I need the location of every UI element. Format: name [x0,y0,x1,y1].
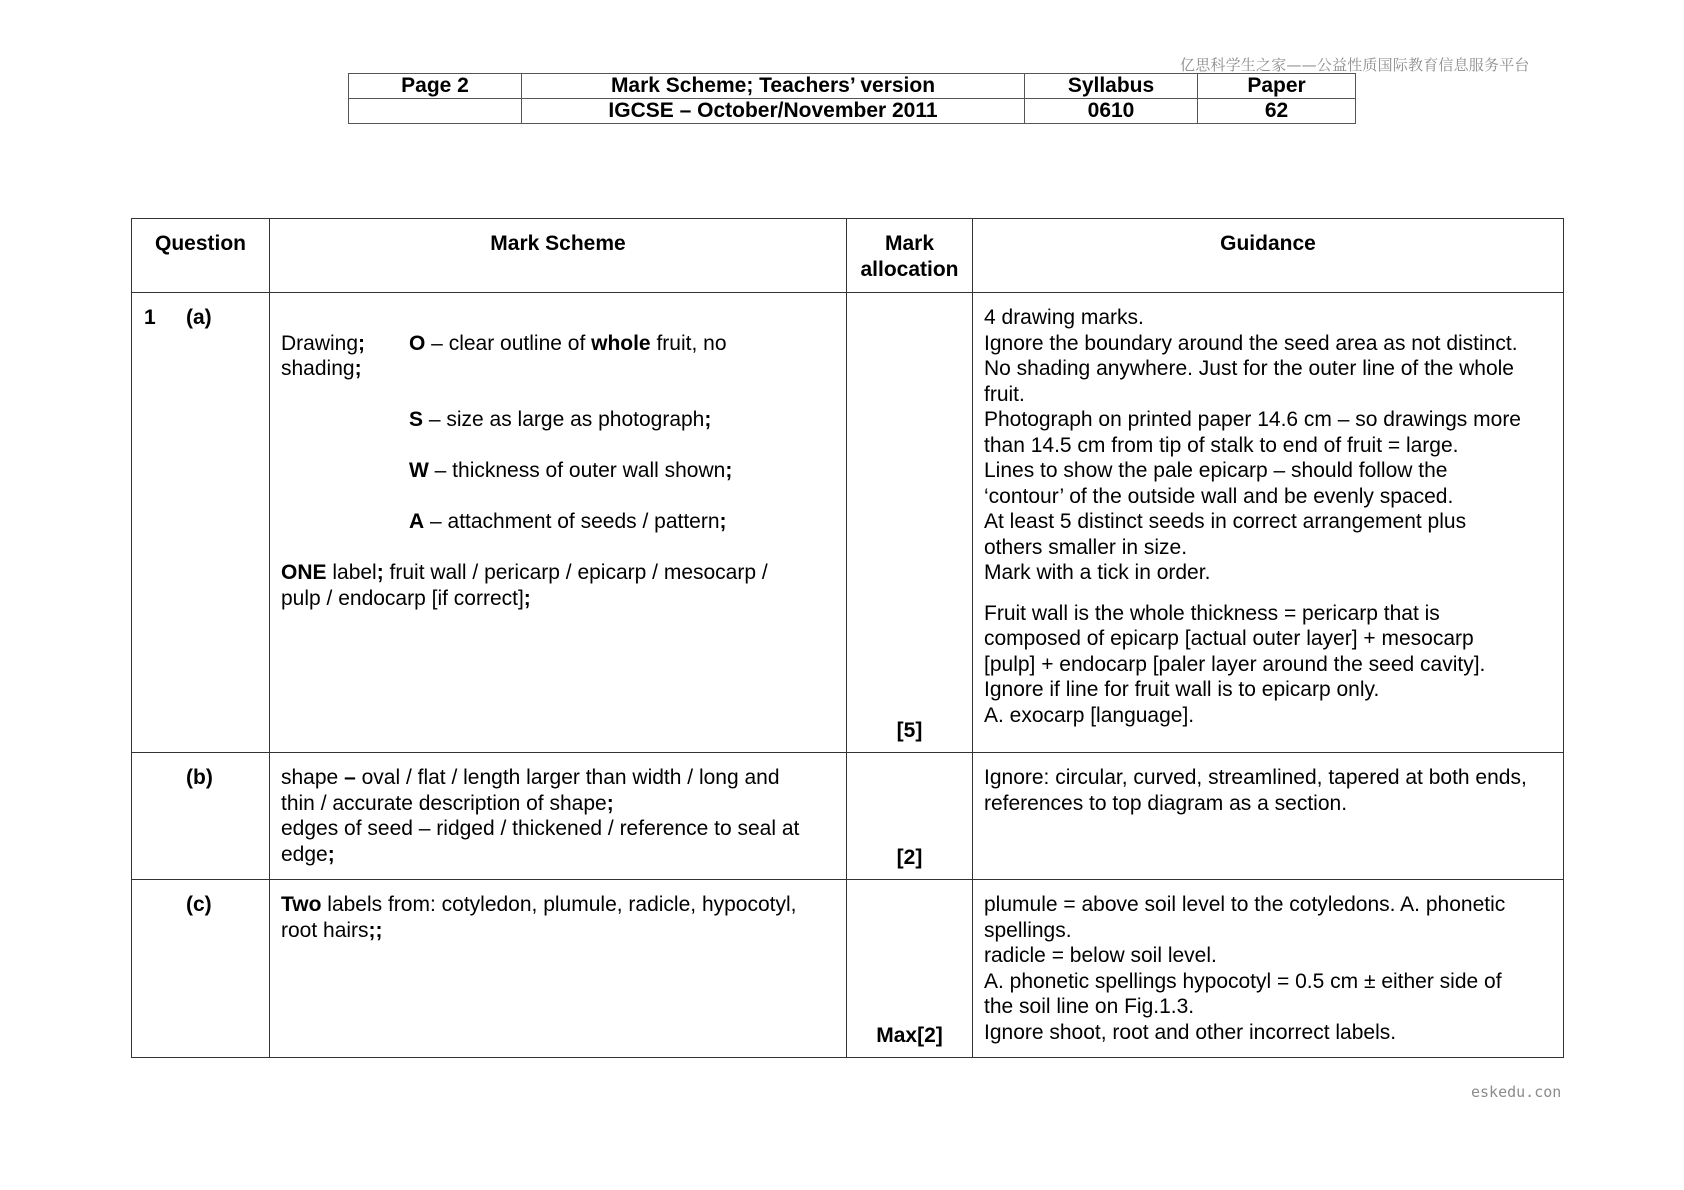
guidance-line: than 14.5 cm from tip of stalk to end of fruit = large. [984,433,1459,457]
table-row [132,293,1564,753]
mark-allocation-cell: [2] [847,753,973,880]
guidance-line: Lines to show the pale epicarp – should follow the [984,459,1448,482]
watermark-bottom: eskedu.con [1471,1083,1562,1101]
paper-number: 62 [1198,99,1356,124]
guidance-cell [973,753,1564,880]
ms-line-attachment: A – attachment of seeds / pattern; [409,510,727,533]
guidance-line: Photograph on printed paper 14.6 cm – so drawings more [984,408,1521,431]
watermark-top: 亿思科学生之家——公益性质国际教育信息服务平台 [1180,56,1530,74]
table-header-row [132,219,1564,293]
ms-line-shading: shading; [281,357,362,380]
ms-line-drawing: Drawing; O – clear outline of whole fruit, no [281,331,727,355]
mark-scheme-cell [270,753,847,880]
guidance-line: [pulp] + endocarp [paler layer around the seed cavity]. [984,652,1486,676]
ms-line-label-cont: pulp / endocarp [if correct]; [281,586,531,610]
syllabus-label: Syllabus [1025,74,1198,99]
guidance-line: A. exocarp [language]. [984,703,1195,727]
column-question: Question [132,219,270,293]
page-number: Page 2 [349,74,522,99]
guidance-cell [973,880,1564,1058]
guidance-line: Mark with a tick in order. [984,561,1211,584]
ms-line: Two labels from: cotyledon, plumule, radicle, hypocotyl, [281,893,797,916]
guidance-line: composed of epicarp [actual outer layer] + mesocarp [984,627,1474,650]
guidance-line: radicle = below soil level. [984,944,1217,967]
guidance-line: fruit. [984,382,1025,406]
ms-line-label: ONE label; fruit wall / pericarp / epicarp / mesocarp / [281,561,768,584]
question-cell [132,293,270,753]
guidance-line: 4 drawing marks. [984,306,1144,329]
guidance-cell [973,293,1564,753]
table-row [132,880,1564,1058]
guidance-line: No shading anywhere. Just for the outer line of the whole [984,357,1514,380]
guidance-line: Ignore if line for fruit wall is to epicarp only. [984,678,1380,701]
guidance-line: spellings. [984,918,1072,942]
mark-allocation-cell: [5] [847,293,973,753]
document-title: Mark Scheme; Teachers’ version [522,74,1025,99]
header-table [348,73,1356,124]
guidance-line: the soil line on Fig.1.3. [984,995,1195,1018]
guidance-line: A. phonetic spellings hypocotyl = 0.5 cm ± either side of [984,969,1502,993]
column-mark-allocation-line2: allocation [860,257,959,281]
column-mark-allocation [847,219,973,293]
mark-scheme-cell [270,880,847,1058]
question-part: (a) [186,306,212,329]
table-row [132,753,1564,880]
guidance-line: references to top diagram as a section. [984,791,1348,815]
question-number: 1 [144,306,156,329]
question-part: (b) [186,766,213,789]
ms-line: thin / accurate description of shape; [281,791,614,815]
ms-line: root hairs;; [281,918,383,942]
guidance-line: others smaller in size. [984,535,1188,559]
guidance-line: ‘contour’ of the outside wall and be evenly spaced. [984,484,1454,508]
ms-line: edges of seed – ridged / thickened / reference to seal at [281,817,800,840]
column-guidance: Guidance [973,219,1564,293]
mark-allocation-cell: Max[2] [847,880,973,1058]
guidance-line: Ignore shoot, root and other incorrect labels. [984,1020,1397,1044]
ms-line: shape – oval / flat / length larger than width / long and [281,766,780,789]
guidance-line: At least 5 distinct seeds in correct arrangement plus [984,510,1467,533]
guidance-line: Fruit wall is the whole thickness = pericarp that is [984,601,1440,625]
ms-line-size: S – size as large as photograph; [409,408,712,431]
mark-scheme-table [131,218,1564,1058]
paper-label: Paper [1198,74,1356,99]
guidance-line: plumule = above soil level to the cotyledons. A. phonetic [984,893,1506,916]
syllabus-code: 0610 [1025,99,1198,124]
ms-line-wall: W – thickness of outer wall shown; [409,459,733,482]
mark-scheme-cell [270,293,847,753]
question-part: (c) [186,893,212,916]
column-mark-scheme: Mark Scheme [270,219,847,293]
column-mark-allocation-line1: Mark [884,232,935,255]
guidance-line: Ignore the boundary around the seed area as not distinct. [984,331,1518,355]
question-cell [132,753,270,880]
guidance-line: Ignore: circular, curved, streamlined, tapered at both ends, [984,766,1527,789]
header-empty-cell [349,99,522,124]
ms-line: edge; [281,842,335,866]
question-cell [132,880,270,1058]
exam-session: IGCSE – October/November 2011 [522,99,1025,124]
